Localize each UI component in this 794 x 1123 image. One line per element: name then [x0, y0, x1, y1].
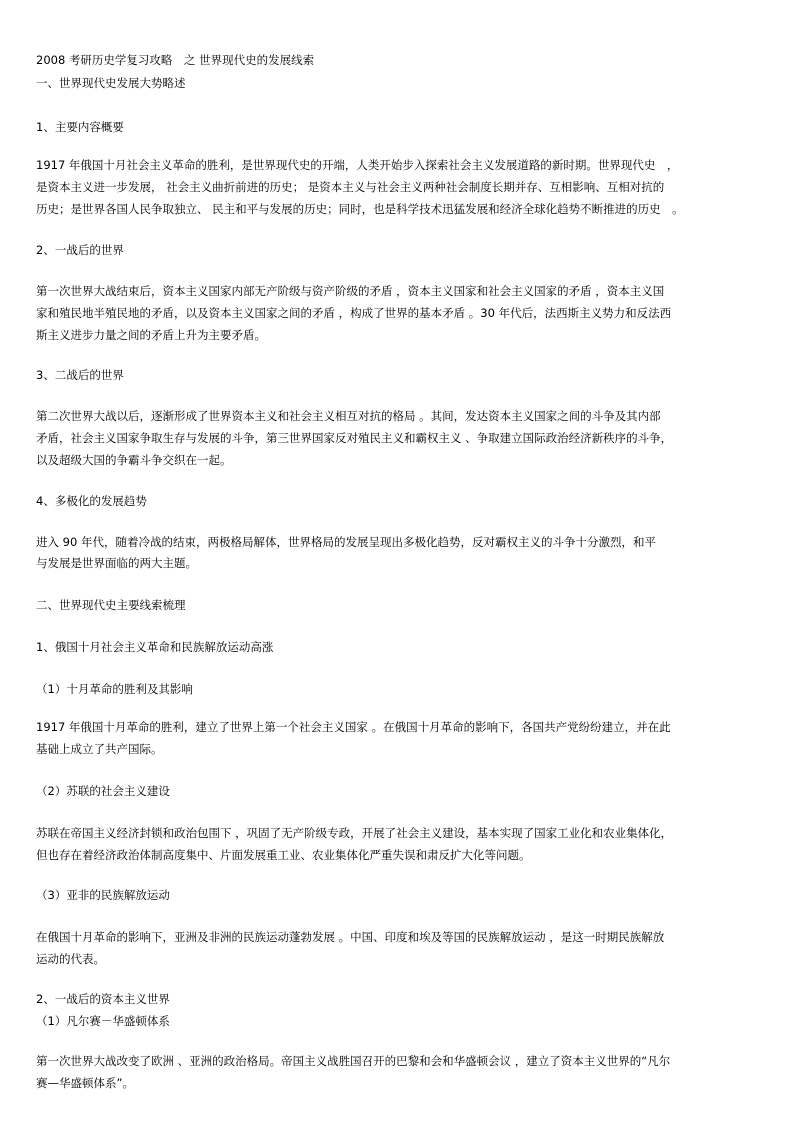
- section-1-line-3: 历史；是世界各国人民争取独立、 民主和平与发展的历史；同时，也是科学技术迅猛发展和经济全球化趋势不断推进的历史 。: [36, 202, 684, 216]
- part2-title: 二、世界现代史主要线索梳理: [36, 598, 186, 612]
- section-2-line-3: 斯主义进步力量之间的矛盾上升为主要矛盾。: [36, 328, 266, 342]
- section-1-title: 1、主要内容概要: [36, 120, 124, 134]
- part2-section-1-title: 1、俄国十月社会主义革命和民族解放运动高涨: [36, 640, 274, 654]
- subsection-1-title: （1）十月革命的胜利及其影响: [36, 682, 193, 696]
- part1-title: 一、世界现代史发展大势略述: [36, 76, 186, 90]
- part2-section-2-title: 2、一战后的资本主义世界: [36, 992, 170, 1006]
- subsection-2-line-1: 苏联在帝国主义经济封锁和政治包围下 ，巩固了无产阶级专政，开展了社会主义建设，基本实现了国家工业化和农业集体化，: [36, 826, 673, 840]
- subsection-1-line-2: 基础上成立了共产国际。: [36, 742, 163, 756]
- section-2-line-1: 第一次世界大战结束后，资本主义国家内部无产阶级与资产阶级的矛盾 ，资本主义国家和社会主义国家的矛盾 ，资本主义国: [36, 284, 665, 298]
- section-1-line-1: 1917 年俄国十月社会主义革命的胜利，是世界现代史的开端，人类开始步入探索社会主义发展道路的新时期。世界现代史 ，: [36, 158, 679, 172]
- section-4-line-1: 进入 90 年代，随着冷战的结束，两极格局解体，世界格局的发展呈现出多极化趋势，反对霸权主义的斗争十分激烈，和平: [36, 535, 656, 549]
- subsection-3-title: （3）亚非的民族解放运动: [36, 888, 170, 902]
- document-header: 2008 考研历史学复习攻略 之 世界现代史的发展线索: [36, 53, 315, 67]
- subsection-3-line-1: 在俄国十月革命的影响下，亚洲及非洲的民族运动蓬勃发展 。中国、印度和埃及等国的民族解放运动 ，是这一时期民族解放: [36, 930, 665, 944]
- section-3-line-3: 以及超级大国的争霸斗争交织在一起。: [36, 453, 232, 467]
- section-4-title: 4、多极化的发展趋势: [36, 494, 147, 508]
- section-2-title: 2、一战后的世界: [36, 243, 124, 257]
- subsection-4-line-1: 第一次世界大战改变了欧洲 、亚洲的政治格局。帝国主义战胜国召开的巴黎和会和华盛顿会议 ，建立了资本主义世界的“凡尔: [36, 1054, 671, 1068]
- section-3-line-2: 矛盾，社会主义国家争取生存与发展的斗争，第三世界国家反对殖民主义和霸权主义 、争取建立国际政治经济新秩序的斗争，: [36, 431, 673, 445]
- subsection-3-line-2: 运动的代表。: [36, 952, 105, 966]
- section-1-line-2: 是资本主义进一步发展， 社会主义曲折前进的历史； 是资本主义与社会主义两种社会制度长期并存、互相影响、互相对抗的: [36, 180, 665, 194]
- section-4-line-2: 与发展是世界面临的两大主题。: [36, 556, 197, 570]
- subsection-1-line-1: 1917 年俄国十月革命的胜利，建立了世界上第一个社会主义国家 。在俄国十月革命的影响下，各国共产党纷纷建立，并在此: [36, 720, 671, 734]
- section-2-line-2: 家和殖民地半殖民地的矛盾，以及资本主义国家之间的矛盾 ，构成了世界的基本矛盾 。30 年代后，法西斯主义势力和反法西: [36, 306, 672, 320]
- subsection-2-line-2: 但也存在着经济政治体制高度集中、片面发展重工业、农业集体化严重失误和肃反扩大化等问题。: [36, 848, 531, 862]
- section-3-title: 3、二战后的世界: [36, 368, 124, 382]
- subsection-4-line-2: 赛—华盛顿体系”。: [36, 1076, 134, 1090]
- section-3-line-1: 第二次世界大战以后，逐渐形成了世界资本主义和社会主义相互对抗的格局 。其间，发达资本主义国家之间的斗争及其内部: [36, 409, 661, 423]
- subsection-4-title: （1）凡尔赛－华盛顿体系: [36, 1014, 170, 1028]
- subsection-2-title: （2）苏联的社会主义建设: [36, 784, 170, 798]
